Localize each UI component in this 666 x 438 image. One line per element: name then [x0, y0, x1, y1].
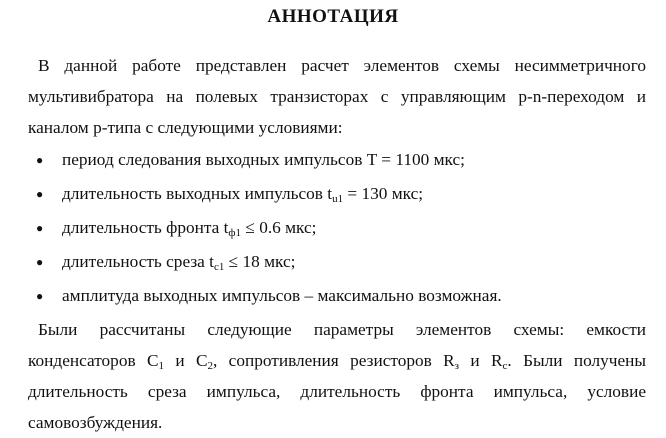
c1-subscript: 1 [158, 360, 165, 372]
condition-front-before: длительность фронта t [62, 218, 229, 237]
condition-duration-before: длительность выходных импульсов t [62, 184, 333, 203]
intro-text: В данной работе представлен расчет элементов схемы несимметричного мультивибратора на полевых транзисторах с управляющим p-n-переходом и каналом p-типа с следующими условиями: [28, 56, 646, 137]
condition-duration-sub: u1 [332, 193, 344, 205]
condition-cut-sub: c1 [213, 261, 225, 273]
intro-paragraph [28, 50, 646, 143]
condition-period: период следования выходных импульсов T = 1100 мкс; [62, 150, 465, 169]
list-item [28, 245, 646, 279]
page-title: АННОТАЦИЯ [267, 6, 399, 27]
conclusion-part1: Были рассчитаны следующие параметры элементов схемы: емкости конденсаторов C [28, 320, 646, 370]
list-item [28, 279, 646, 313]
list-item [28, 143, 646, 177]
conclusion-part2: и C [164, 351, 208, 370]
list-item [28, 211, 646, 245]
condition-cut-before: длительность среза t [62, 252, 214, 271]
r-subscript: з [454, 360, 460, 372]
list-item [28, 177, 646, 211]
rc-subscript: c [502, 360, 508, 372]
bullet-icon: ● [36, 289, 44, 303]
bullet-icon: ● [36, 187, 44, 201]
conclusion-part3: , сопротивления резисторов R [213, 351, 455, 370]
bullet-icon: ● [36, 255, 44, 269]
condition-amplitude: амплитуда выходных импульсов – максимально возможная. [62, 286, 502, 305]
condition-front-after: ≤ 0.6 мкс; [241, 218, 317, 237]
condition-duration-after: = 130 мкс; [343, 184, 424, 203]
conclusion-part4: и R [459, 351, 503, 370]
condition-front-sub: ф1 [228, 227, 242, 239]
conditions-list [28, 143, 646, 313]
bullet-icon: ● [36, 153, 44, 167]
bullet-icon: ● [36, 221, 44, 235]
condition-cut-after: ≤ 18 мкс; [224, 252, 296, 271]
c2-subscript: 2 [207, 360, 213, 372]
conclusion-part5: . Были получены длительность среза импульса, длительность фронта импульса, условие самовозбуждения. [28, 351, 646, 432]
conclusion-paragraph [28, 314, 646, 438]
